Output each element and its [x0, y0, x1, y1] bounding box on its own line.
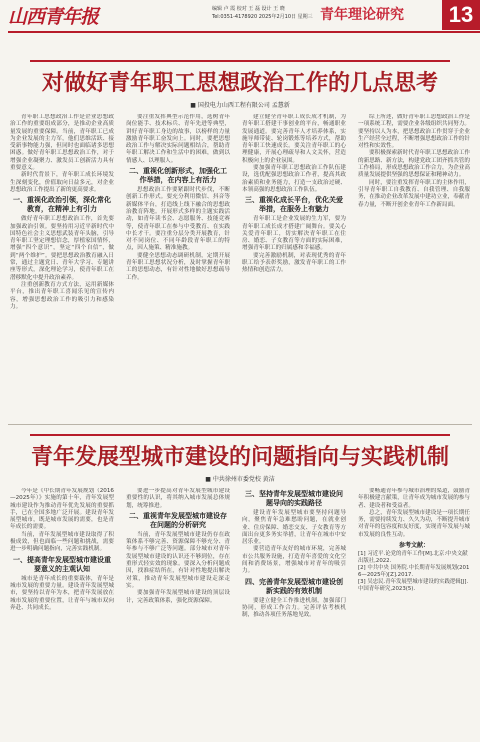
subheading: 二、重视青年发展型城市建设存在问题的分析研究 — [129, 511, 227, 529]
newspaper-masthead: 山西青年报 — [8, 6, 99, 28]
article-1-top-rule — [30, 60, 450, 62]
contact-and-date: Tel:0351-4178920 2025年2月10日 星期三 — [212, 14, 313, 20]
paragraph: 当前，青年发展型城市建设取得了积极成效，但也面临一些问题和挑战，需要进一步明确问题指向，完善实践机制。 — [10, 531, 114, 553]
references-heading: 参考文献： — [398, 542, 429, 550]
paragraph: 城市是青年成长的重要载体，青年是城市发展的重要力量。建设青年发展型城市，要坚持以青年为本，把青年发展放在城市发展的重要位置，让青年与城市双向奔赴、共同成长。 — [10, 575, 114, 611]
article-2-title: 青年发展型城市建设的问题指向与实践机制 — [30, 444, 449, 470]
paragraph: 注重创新教育方式方法，运用新媒体平台，推出青年职工喜闻乐见的宣传内容，增强思想政治工作的吸引力和感染力。 — [10, 281, 114, 310]
subheading: 三、重视化成长平台，优化关爱举措，在服务上有魅力 — [245, 196, 343, 214]
paragraph: 当前，青年发展型城市建设仍存在政策体系不够完善、资源保障不够充分、青年参与不够广泛等问题。部分城市对青年发展型城市建设的认识还不够到位，存在重形式轻实效的现象。要深入分析问题成因，找准症结所在，有针对性地提出解决对策，推动青年发展型城市建设走深走实。 — [126, 531, 230, 589]
paragraph: 要健全思想动态调研机制，定期开展青年职工思想状况分析，及时掌握青年职工的思想动态，有针对性地做好思想疏导工作。 — [126, 252, 230, 281]
subheading: 一、提高青年发展型城市建设重要意义的主观认知 — [13, 555, 111, 573]
paragraph: 要营造青年友好的城市环境，完善城市公共服务设施，打造青年喜爱的文化空间和消费场景，增强城市对青年的吸引力。 — [242, 546, 346, 575]
reference-item: [3] 吴忠民.青年发展型城市建设的实践逻辑[J].中国青年研究,2023(5). — [358, 579, 469, 593]
page-number: 13 — [442, 0, 480, 30]
paragraph: 思想政治工作要紧跟时代步伐，不断创新工作形式。要充分利用微信、抖音等新媒体平台，打造线上线下融合的思想政治教育阵地。开展形式多样的主题实践活动，如青年读书会、志愿服务、技能竞赛等，使青年职工在参与中受教育、在实践中长才干。要注重分层分类开展教育，针对不同岗位、不同年龄段青年职工的特点，因人施策、精准施教。 — [126, 187, 230, 252]
paragraph: 要加强青年发展型城市建设的顶层设计，完善政策体系，强化资源保障。 — [126, 590, 230, 604]
article-2-column-1 — [10, 488, 114, 738]
article-1-title: 对做好青年职工思想政治工作的几点思考 — [41, 70, 438, 96]
paragraph: 青年职工思想政治工作是企业思想政治工作的重要组成部分，是推动企业高质量发展的重要保障。当前，青年职工已成为企业发展的主力军，他们思维活跃、接受新事物能力强，但同时也面临诸多思想困惑。做好青年职工思想政治工作，对于增强企业凝聚力、激发员工创新活力具有重要意义。 — [10, 114, 114, 172]
paragraph: 做好青年职工思想政治工作，首先要加强政治引领。要坚持用习近平新时代中国特色社会主义思想武装青年头脑，引导青年职工坚定理想信念，厚植家国情怀，增强“四个意识”，坚定“四个自信”，做到“两个维护”。要把思想政治教育融入日常，通过主题党日、青年大学习、专题讲座等形式，深化理论学习，使青年职工在潜移默化中提升政治素养。 — [10, 216, 114, 281]
article-divider — [8, 424, 472, 425]
article-2-top-rule — [30, 434, 450, 436]
paragraph: 要完善激励机制，对表现优秀的青年职工给予表彰奖励，激发青年职工的工作热情和创造活力。 — [242, 252, 346, 274]
subheading: 一、重视化政治引领，深化常化教育，在精神上有引力 — [13, 196, 111, 214]
header-rule — [8, 31, 480, 33]
article-2-column-4 — [358, 488, 470, 738]
paragraph: 青年职工是企业发展的生力军，要为青年职工成长成才搭建广阔舞台。要关心关爱青年职工，切实解决青年职工在住房、婚恋、子女教育等方面的实际困难，增强青年职工的归属感和幸福感。 — [242, 216, 346, 252]
paragraph: 要积极探索新时代青年职工思想政治工作的新思路、新方法，构建党政工团齐抓共管的工作格局，形成思想政治工作合力，为企业高质量发展提供坚强的思想保证和精神动力。 — [358, 150, 470, 179]
article-1-column-3 — [242, 114, 346, 420]
editor-credits: 编辑 卢 霞 校对 王 磊 设计 王 晓 — [212, 6, 285, 12]
paragraph: 要畅通青年参与城市治理的渠道，鼓励青年积极建言献策，让青年成为城市发展的参与者、建设者和受益者。 — [358, 488, 470, 509]
section-title: 青年理论研究 — [320, 7, 404, 23]
paragraph: 综上所述，做好青年职工思想政治工作是一项系统工程，需要企业各级组织共同努力。要坚持以人为本，把思想政治工作贯穿于企业生产经营全过程，不断增强思想政治工作的针对性和实效性。 — [358, 114, 470, 150]
paragraph: 同时，要注重发挥青年职工的主体作用，引导青年职工自我教育、自我管理、自我服务，在推动企业改革发展中建功立业，奉献青春力量，不断开创企业青年工作新局面。 — [358, 179, 470, 208]
article-1-column-2 — [126, 114, 230, 420]
paragraph: 要进一步提高对青年发展型城市建设重要性的认识，将其纳入城市发展总体规划，统筹推进。 — [126, 488, 230, 509]
subheading: 二、重视化创新形式，加强化工作举措，在内容上有活力 — [129, 167, 227, 185]
article-1-column-4 — [358, 114, 470, 420]
article-2-column-3 — [242, 488, 346, 738]
subheading: 四、完善青年发展型城市建设创新实践的有效机制 — [245, 577, 343, 595]
article-2-byline: ■ 中共徐州市委党校 黄洁 — [205, 476, 275, 483]
paragraph: 要建立健全工作推进机制，加强部门协同，形成工作合力。完善评估考核机制，推动各项任务落地见效。 — [242, 597, 346, 619]
article-1-column-1 — [10, 114, 114, 420]
article-1-byline: ■ 国投电力山西工程有限公司 孟慧新 — [190, 102, 290, 109]
subheading: 三、坚持青年发展型城市建设问题导向的实践路径 — [245, 490, 343, 507]
paragraph: 新时代背景下，青年职工成长环境发生深刻变化，价值取向日益多元，对企业思想政治工作提出了新的更高要求。 — [10, 172, 114, 193]
paragraph: 要注重发挥典型示范作用，选树青年岗位能手、技术标兵、青年先进等典型，讲好青年职工身边的故事，以榜样的力量激励青年职工奋发向上。同时，要把思想政治工作与解决实际问题相结合，帮助青年职工解决工作和生活中的困难，做到以情感人、以理服人。 — [126, 114, 230, 164]
paragraph: 建设青年发展型城市要坚持问题导向，聚焦青年急难愁盼问题，在就业创业、住房保障、婚恋交友、子女教育等方面出台更多务实举措，让青年在城市中安居乐业。 — [242, 510, 346, 546]
paragraph: 总之，青年发展型城市建设是一项长期任务，需要持续发力、久久为功，不断提升城市对青年的包容度和友好度，实现青年发展与城市发展的良性互动。 — [358, 509, 470, 538]
paragraph: 今年是《中长期青年发展规划（2016—2025年）》实施的第十年，青年发展型城市建设作为推动青年优先发展的重要抓手，已在全国多地广泛开展。建设青年发展型城市，既是城市发展的需要，也是青年成长的需要。 — [10, 488, 114, 531]
paragraph: 建立健全青年职工成长成才机制，为青年职工搭建干事创业的平台，畅通职业发展通道。要完善青年人才培养体系，实施导师带徒、轮岗锻炼等培养方式，帮助青年职工快速成长。要关注青年职工的心理健康，开展心理疏导和人文关怀，营造积极向上的企业氛围。 — [242, 114, 346, 164]
reference-item: [1] 习近平.论党的青年工作[M].北京:中央文献出版社,2022. — [358, 551, 468, 565]
paragraph: 要加强青年职工思想政治工作队伍建设，选优配强思想政治工作者，提高其政治素质和业务能力，打造一支政治过硬、本领高强的思想政治工作队伍。 — [242, 165, 346, 193]
article-2-column-2 — [126, 488, 230, 738]
reference-item: [2] 中共中央 国务院.中长期青年发展规划(2016—2025年)[Z].2017. — [358, 565, 470, 579]
